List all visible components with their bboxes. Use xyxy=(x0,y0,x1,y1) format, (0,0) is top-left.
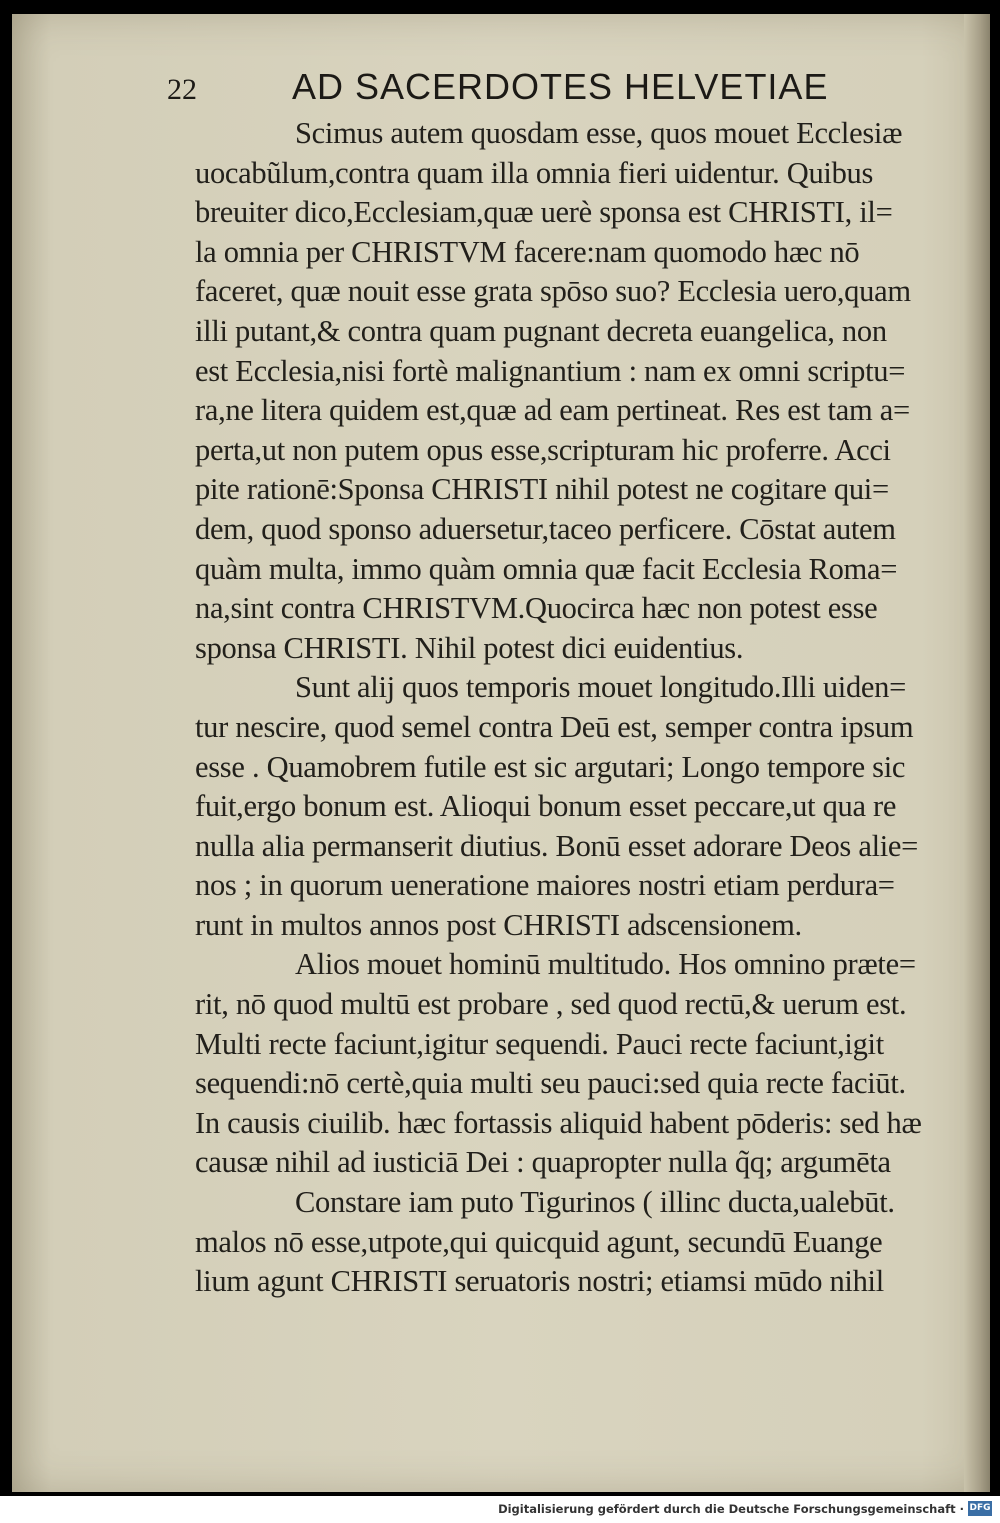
dfg-logo-icon: DFG xyxy=(968,1501,992,1516)
running-head: AD SACERDOTES HELVETIAE xyxy=(292,66,829,107)
text-line: la omnia per CHRISTVM facere:nam quomodo hæc nō xyxy=(195,234,860,269)
text-line: est Ecclesia,nisi fortè malignantium : nam ex omni scriptu= xyxy=(195,353,906,388)
text-line: Constare iam puto Tigurinos ( illinc ducta,ualebūt. xyxy=(295,1185,895,1220)
text-line: dem, quod sponso aduersetur,taceo perficere. Cōstat autem xyxy=(195,511,896,546)
text-line: illi putant,& contra quam pugnant decreta euangelica, non xyxy=(195,313,887,348)
text-line: fuit,ergo bonum est. Alioqui bonum esset peccare,ut qua re xyxy=(195,789,897,824)
text-line: ra,ne litera quidem est,quæ ad eam pertineat. Res est tam a= xyxy=(195,393,910,428)
text-line: na,sint contra CHRISTVM.Quocirca hæc non potest esse xyxy=(195,591,878,626)
text-line: nulla alia permanserit diutius. Bonū esset adorare Deos alie= xyxy=(195,828,919,863)
text-line: malos nō esse,utpote,qui quicquid agunt, secundū Euange xyxy=(195,1224,883,1259)
text-line: lium agunt CHRISTI seruatoris nostri; etiamsi mūdo nihil xyxy=(195,1264,884,1299)
text-line: Multi recte faciunt,igitur sequendi. Pauci recte faciunt,igit xyxy=(195,1026,884,1061)
text-line: In causis ciuilib. hæc fortassis aliquid habent pōderis: sed hæ xyxy=(195,1105,922,1140)
text-line: breuiter dico,Ecclesiam,quæ uerè sponsa est CHRISTI, il= xyxy=(195,195,893,230)
text-line: sponsa CHRISTI. Nihil potest dici euidentius. xyxy=(195,630,744,665)
digitization-footer xyxy=(0,1496,1000,1523)
book-page xyxy=(12,14,990,1492)
text-line: Alios mouet hominū multitudo. Hos omnino præte= xyxy=(295,947,916,982)
text-line: uocabũlum,contra quam illa omnia fieri uidentur. Quibus xyxy=(195,155,874,190)
text-line: quàm multa, immo quàm omnia quæ facit Ecclesia Roma= xyxy=(195,551,898,586)
text-line: Sunt alij quos temporis mouet longitudo.Illi uiden= xyxy=(295,670,907,705)
text-line: esse . Quamobrem futile est sic argutari; Longo tempore sic xyxy=(195,749,906,784)
text-line: perta,ut non putem opus esse,scripturam hic proferre. Acci xyxy=(195,432,891,467)
text-line: rit, nō quod multū est probare , sed quod rectū,& uerum est. xyxy=(195,987,907,1022)
text-line: pite rationē:Sponsa CHRISTI nihil potest ne cogitare qui= xyxy=(195,472,889,507)
text-line: nos ; in quorum ueneratione maiores nostri etiam perdura= xyxy=(195,868,895,903)
text-line: Scimus autem quosdam esse, quos mouet Ecclesiæ xyxy=(295,116,903,150)
funding-credit: Digitalisierung gefördert durch die Deutsche Forschungsgemeinschaft · xyxy=(498,1502,964,1516)
text-line: faceret, quæ nouit esse grata spōso suo? Ecclesia uero,quam xyxy=(195,274,911,309)
body-text xyxy=(195,114,965,1302)
text-line: sequendi:nō certè,quia multi seu pauci:sed quia recte faciūt. xyxy=(195,1066,906,1101)
text-line: runt in multos annos post CHRISTI adscensionem. xyxy=(195,907,802,942)
page-number: 22 xyxy=(167,73,197,106)
text-line: tur nescire, quod semel contra Deū est, semper contra ipsum xyxy=(195,709,914,744)
text-line: causæ nihil ad iusticiā Dei : quapropter nulla q̃q; argumēta xyxy=(195,1145,891,1180)
page-edge xyxy=(964,14,990,1492)
page-header xyxy=(167,66,828,108)
